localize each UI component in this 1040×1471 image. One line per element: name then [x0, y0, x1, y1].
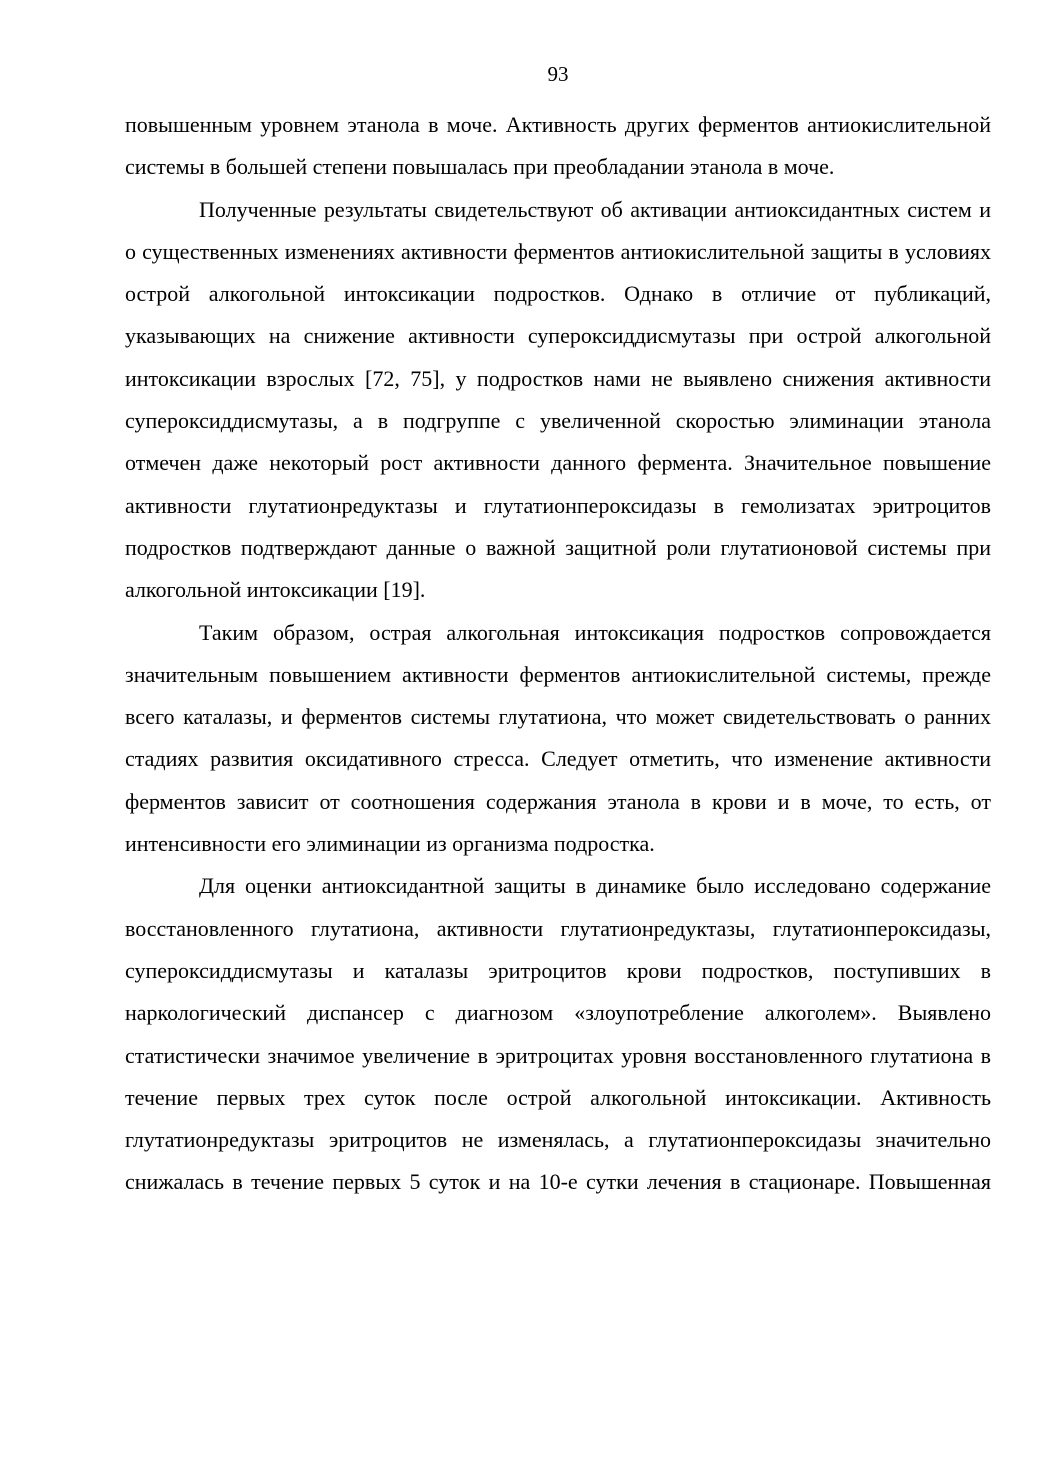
page-number: 93 [547, 62, 569, 86]
paragraph-3: Таким образом, острая алкогольная интоксикация подростков сопровождается значительным повышением активности ферментов антиокислительной системы, прежде всего каталазы, и ферментов системы глутатиона, что может свидетельствовать о ранних стадиях развития оксидативного стресса. Следует отметить, что изменение активности ферментов зависит от соотношения содержания этанола в крови и в моче, то есть, от интенсивности его элиминации из организма подростка. [125, 619, 991, 857]
paragraph-1: повышенным уровнем этанола в моче. Активность других ферментов антиокислительной системы в большей степени повышалась при преобладании этанола в моче. [125, 112, 991, 180]
paragraph-2: Полученные результаты свидетельствуют об активации антиоксидантных систем и о существенных изменениях активности ферментов антиокислительной защиты в условиях острой алкогольной интоксикации подростков. Однако в отличие от публикаций, указывающих на снижение активности супероксиддисмутазы при острой алкогольной интоксикации взрослых [72, 75], у подростков нами не выявлено снижения активности супероксиддисмутазы, а в подгруппе с увеличенной скоростью элиминации этанола отмечен даже некоторый рост активности данного фермента. Значительное повышение активности глутатионредуктазы и глутатионпероксидазы в гемолизатах эритроцитов подростков подтверждают данные о важной защитной роли глутатионовой системы при алкогольной интоксикации [19]. [125, 196, 991, 603]
body-text [125, 104, 991, 1204]
paragraph-4: Для оценки антиоксидантной защиты в динамике было исследовано содержание восстановленного глутатиона, активности глутатионредуктазы, глутатионпероксидазы, супероксиддисмутазы и каталазы эритроцитов крови подростков, поступивших в наркологический диспансер с диагнозом «злоупотребление алкоголем». Выявлено статистически значимое увеличение в эритроцитах уровня восстановленного глутатиона в течение первых трех суток после острой алкогольной интоксикации. Активность глутатионредуктазы эритроцитов не изменялась, а глутатионпероксидазы значительно снижалась в течение первых 5 суток и на 10-е сутки лечения в стационаре. Повышенная [125, 873, 991, 1195]
